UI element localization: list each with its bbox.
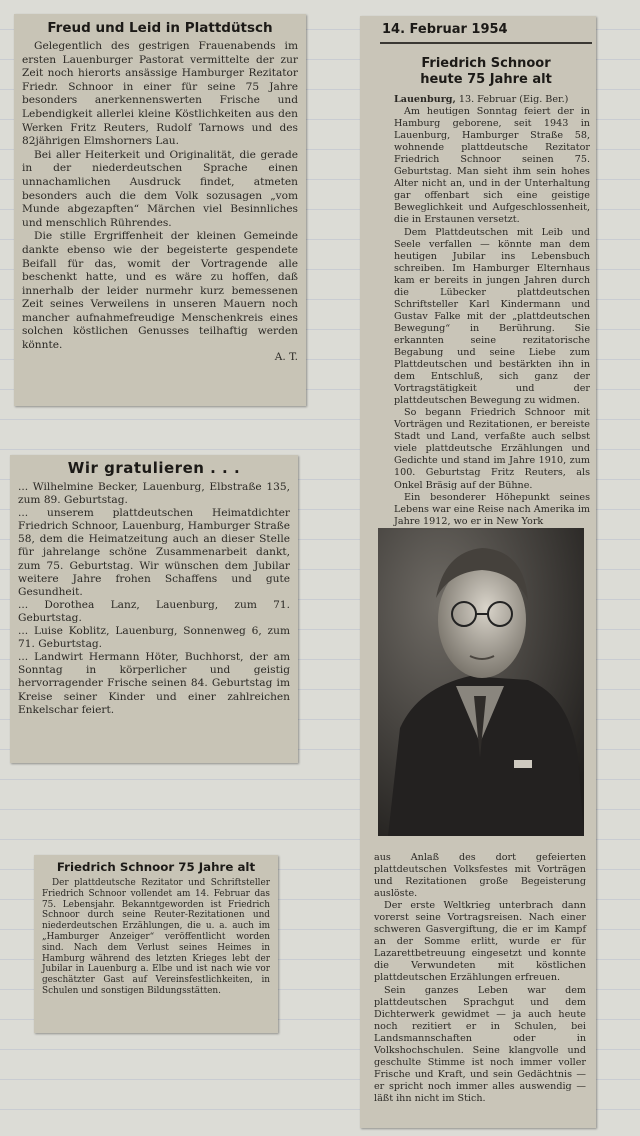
article-body-top <box>394 94 590 528</box>
article-paragraph: Bei aller Heiterkeit und Originalität, die gerade in der niederdeutschen Sprache einen unnachamlichen Ausdruck findet, atmeten besonders auch die dem Volk sozusagen „vom Munde abgezapften“ Märchen viel Besinnliches und menschlich Rührendes. <box>22 148 298 229</box>
clipping-wir-gratulieren <box>10 455 298 763</box>
clipping-freud-und-leid <box>14 14 306 406</box>
congratulation-entry: ... Dorothea Lanz, Lauenburg, zum 71. Geburtstag. <box>18 598 290 624</box>
article-paragraph: aus Anlaß des dort gefeierten plattdeutschen Volksfestes mit Vorträgen und Rezitationen große Begeisterung auslöste. <box>374 852 586 900</box>
article-paragraph: Gelegentlich des gestrigen Frauenabends im ersten Lauenburger Pastorat vermittelte der zur Zeit noch hierorts ansässige Hamburger Rezitator Friedr. Schnoor in einer für seine 75 Jahre besonders anerkennenswerten Frische und Lebendigkeit allerlei kleine Köstlichkeiten aus den Werken Fritz Reuters, Rudolf Tarnows und des 82jährigen Elmshorners Lau. <box>22 40 298 148</box>
article-body-bottom <box>374 852 586 1105</box>
portrait-photo <box>378 528 584 836</box>
portrait-illustration <box>378 528 584 836</box>
article-paragraph: So begann Friedrich Schnoor mit Vorträgen und Rezitationen, er bereiste Stadt und Land, verfaßte auch selbst viele plattdeutsche Erzählungen und Gedichte und stand im Jahre 1910, zum 100. Geburtstag Fritz Reuters, als Onkel Bräsig auf der Bühne. <box>394 407 590 491</box>
congratulation-entry: ... Landwirt Hermann Höter, Buchhorst, der am Sonntag in körperlicher und geistig hervorragender Frische seinen 84. Geburtstag im Kreise seiner Kinder und einer zahlreichen Enkelschar feiert. <box>18 651 290 716</box>
article-paragraph: Ein besonderer Höhepunkt seines Lebens war eine Reise nach Amerika im Jahre 1912, wo er in New York <box>394 491 590 527</box>
author-signature: A. T. <box>274 350 298 363</box>
congratulation-entry: ... unserem plattdeutschen Heimatdichter Friedrich Schnoor, Lauenburg, Hamburger Straße 58, dem die Heimatzeitung auch an dieser Stelle für jahrelange schöne Zusammenarbeit dankt, zum 75. Geburtstag. Wir wünschen dem Jubilar weitere Jahre frohen Schaffens und gute Gesundheit. <box>18 507 290 598</box>
article-paragraph: Dem Plattdeutschen mit Leib und Seele verfallen — könnte man dem heutigen Jubilar ins Lebensbuch schreiben. Im Hamburger Elternhaus kam er bereits in jungen Jahren durch die Lübecker plattdeutschen Schriftsteller Karl Kindermann und Gustav Falke mit der „plattdeutschen Bewegung“ in Berührung. Sie erkannten seine rezitatorische Begabung und seine Liebe zum Plattdeutschen und bestärkten ihn in dem Entschluß, sich ganz der Vortragstätigkeit und der plattdeutschen Bewegung zu widmen. <box>394 226 590 407</box>
header-rule <box>380 42 592 44</box>
clipping-title: Freud und Leid in Plattdütsch <box>47 20 273 36</box>
article-paragraph: Die stille Ergriffenheit der kleinen Gemeinde dankte ebenso wie der begeisterte gespendete Beifall für das, womit der Vortragende alle beschenkt hatte, und es wäre zu hoffen, daß innerhalb der leider nurmehr kurz bemessenen Zeit seines Verweilens in unseren Mauern noch mancher aufnahmefreudige Menschenkreis eines solchen köstlichen Genusses teilhaftig werden könnte. <box>22 230 298 352</box>
clipping-schnoor-75 <box>34 855 278 1033</box>
article-headline <box>380 56 592 88</box>
clipping-title: Friedrich Schnoor 75 Jahre alt <box>56 860 256 874</box>
congratulation-entry: ... Wilhelmine Becker, Lauenburg, Elbstraße 135, zum 89. Geburtstag. <box>18 481 290 507</box>
article-paragraph: Der plattdeutsche Rezitator und Schriftsteller Friedrich Schnoor vollendet am 14. Februar das 75. Lebensjahr. Bekanntgeworden ist Friedrich Schnoor durch seine Reuter-Rezitationen und niederdeutschen Erzählungen, die u. a. auch im „Hamburger Anzeiger“ veröffentlicht worden sind. Nach dem Verlust seines Heimes in Hamburg während des letzten Krieges lebt der Jubilar in Lauenburg a. Elbe und ist nach wie vor geschätzter Gast auf Vereinsfestlichkeiten, in Schulen und sonstigen Bildungsstätten. <box>42 878 270 996</box>
headline-line: heute 75 Jahre alt <box>420 72 552 87</box>
congratulation-entry: ... Luise Koblitz, Lauenburg, Sonnenweg 6, zum 71. Geburtstag. <box>18 625 290 651</box>
dateline: Lauenburg, 13. Februar (Eig. Ber.) <box>394 94 569 105</box>
article-paragraph: Der erste Weltkrieg unterbrach dann vorerst seine Vortragsreisen. Nach einer schweren Gasvergiftung, die er im Kampf an der Somme erlitt, wurde er für Lazarettbetreuung eingesetzt und konnte die Verwundeten mit köstlichen plattdeutschen Erzählungen erfreuen. <box>374 900 586 984</box>
publication-date: 14. Februar 1954 <box>382 22 508 37</box>
headline-line: Friedrich Schnoor <box>421 56 551 71</box>
article-paragraph: Am heutigen Sonntag feiert der in Hamburg geborene, seit 1943 in Lauenburg, Hamburger Straße 58, wohnende plattdeutsche Rezitator Friedrich Schnoor seinen 75. Geburtstag. Man sieht ihm sein hohes Alter nicht an, und in der Unterhaltung gar offenbart sich eine geistige Beweglichkeit und Aufgeschlossenheit, die in Erstaunen versetzt. <box>394 106 590 226</box>
clipping-title: Wir gratulieren . . . <box>67 459 241 477</box>
article-paragraph: Sein ganzes Leben war dem plattdeutschen Sprachgut und dem Dichterwerk gewidmet — ja auch heute noch rezitiert er in Schulen, bei Landsmannschaften oder in Volkshochschulen. Seine klangvolle und geschulte Stimme ist noch immer voller Frische und Kraft, und sein Gedächtnis — er spricht noch immer alles auswendig — läßt ihn nicht im Stich. <box>374 984 586 1104</box>
clipping-main-article <box>360 16 596 1128</box>
